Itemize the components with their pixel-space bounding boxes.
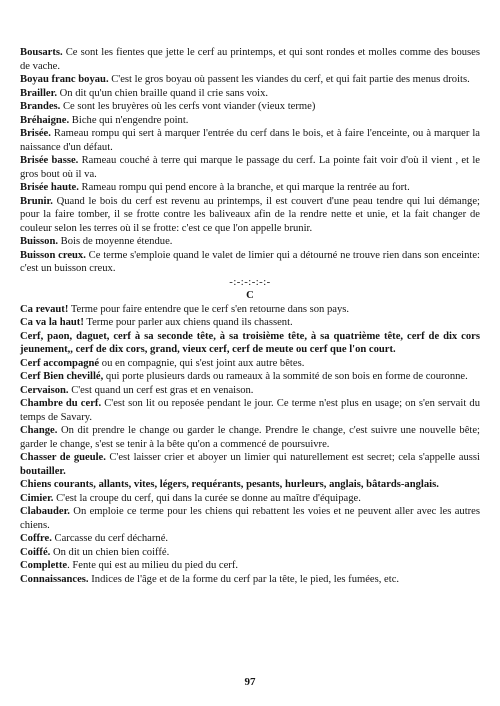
- entry-term: Ca va la haut!: [20, 317, 84, 328]
- entry-definition: Terme pour parler aux chiens quand ils chassent.: [83, 317, 293, 328]
- glossary-entry: [20, 384, 480, 398]
- glossary-entry: [20, 357, 480, 371]
- glossary-entry: [20, 249, 480, 276]
- section-letter-heading: C: [246, 290, 254, 301]
- entry-definition: Rameau rompu qui pend encore à la branche, et qui marque la rentrée au fort.: [78, 182, 410, 193]
- glossary-entry: [20, 559, 480, 573]
- entry-definition: Indices de l'âge et de la forme du cerf par la tête, le pied, les fumées, etc.: [88, 573, 400, 585]
- entry-definition: Ce sont les fientes que jette le cerf au printemps, et qui sont rondes et molles comme des bouses de vache.: [20, 47, 480, 72]
- glossary-entry: [20, 127, 480, 154]
- entry-term: Brisée haute.: [20, 182, 79, 193]
- glossary-entry: [20, 181, 480, 195]
- entry-term-secondary: boutailler.: [20, 465, 66, 477]
- entry-term: Bréhaigne.: [20, 114, 70, 126]
- glossary-entry: [20, 330, 480, 357]
- glossary-entry: [20, 370, 480, 384]
- entry-term: Brisée basse.: [20, 155, 79, 166]
- entry-term: Buisson.: [20, 236, 58, 247]
- entry-definition: qui porte plusieurs dards ou rameaux à la sommité de son bois en forme de couronne.: [103, 371, 468, 382]
- glossary-entry: [20, 303, 480, 317]
- entry-term: Ca revaut!: [20, 303, 69, 315]
- entry-definition: C'est laisser crier et aboyer un limier qui naturellement est secret; cela s'appelle aussi: [105, 452, 480, 463]
- glossary-entry: [20, 87, 480, 101]
- entry-definition: On dit qu'un chien braille quand il crie sans voix.: [56, 87, 269, 99]
- entry-definition: Ce terme s'emploie quand le valet de limier qui a détourné ne trouve rien dans son enceinte: c'est un buisson creux.: [20, 249, 480, 274]
- glossary-entry: [20, 424, 480, 451]
- entry-definition: Biche qui n'engendre point.: [69, 114, 189, 126]
- entry-term: Connaissances.: [20, 573, 89, 585]
- entry-definition: Rameau rompu qui sert à marquer l'entrée du cerf dans le bois, et à faire l'enceinte, ou à marquer la naissance d'un défaut.: [20, 128, 480, 153]
- entry-definition: C'est quand un cerf est gras et en venaison.: [68, 384, 254, 396]
- entry-term: Cimier.: [20, 492, 54, 504]
- glossary-entry: [20, 195, 480, 236]
- entry-term: Cerf, paon, daguet, cerf à sa seconde tête, à sa troisième tête, à sa quatrième tête, cerf de dix cors jeunement,, cerf de dix cors, grand, vieux cerf, cerf de meute ou cerf que l'on court.: [20, 330, 480, 355]
- entry-definition: Quand le bois du cerf est revenu au printemps, il est couvert d'une peau tendre qui lui démange; pour la faire tomber, il se frotte contre les baliveaux afin de la rendre nette et unie, et la fait changer de couleur selon les terres où il se frotte: c'est ce que l'on appelle brunir.: [20, 195, 480, 234]
- entry-definition: Ce sont les bruyères où les cerfs vont viander (vieux terme): [60, 101, 316, 112]
- entry-definition: C'est le gros boyau où passent les viandes du cerf, et qui fait partie des menus droits.: [108, 74, 470, 85]
- entry-definition: On emploie ce terme pour les chiens qui rebattent les voies et ne peuvent aller avec les autres chiens.: [20, 506, 480, 531]
- entry-definition: Bois de moyenne étendue.: [57, 236, 173, 247]
- entry-term: Coffre.: [20, 533, 52, 544]
- glossary-entry: [20, 73, 480, 87]
- entry-term: Brunir.: [20, 195, 53, 207]
- page-number: 97: [244, 676, 256, 688]
- entries-section-c: [20, 303, 480, 587]
- entry-term: Bousarts.: [20, 47, 63, 58]
- entry-definition: Terme pour faire entendre que le cerf s'en retourne dans son pays.: [68, 303, 350, 315]
- entry-term: Brandes.: [20, 101, 61, 112]
- glossary-entry: [20, 316, 480, 330]
- entry-definition: ou en compagnie, qui s'est joint aux autre bêtes.: [99, 357, 305, 369]
- entry-term: Boyau franc boyau.: [20, 74, 109, 85]
- entry-term: Brisée.: [20, 128, 51, 139]
- dictionary-page: [20, 46, 480, 586]
- glossary-entry: [20, 397, 480, 424]
- entry-term: Clabauder.: [20, 506, 70, 517]
- entries-section-b: [20, 46, 480, 276]
- glossary-entry: [20, 114, 480, 128]
- entry-term: Coiffé.: [20, 546, 51, 558]
- glossary-entry: [20, 478, 480, 492]
- entry-term: Cerf Bien chevillé,: [20, 371, 104, 382]
- entry-definition: C'est la croupe du cerf, qui dans la curée se donne au maître d'équipage.: [53, 492, 361, 504]
- entry-term: Cervaison.: [20, 384, 69, 396]
- glossary-entry: [20, 451, 480, 478]
- entry-term: Cerf accompagné: [20, 357, 100, 369]
- glossary-entry: [20, 546, 480, 560]
- glossary-entry: [20, 492, 480, 506]
- entry-definition: . Fente qui est au milieu du pied du cerf.: [67, 560, 239, 571]
- glossary-entry: [20, 235, 480, 249]
- entry-term: Complette: [20, 560, 68, 571]
- entry-definition: Carcasse du cerf décharné.: [51, 533, 169, 544]
- entry-definition: Rameau couché à terre qui marque le passage du cerf. La pointe fait voir d'où il vient , et le gros bout où il va.: [20, 155, 481, 180]
- glossary-entry: [20, 46, 480, 73]
- entry-term: Chambre du cerf.: [20, 398, 102, 409]
- entry-term: Chiens courants, allants, vites, légers, requérants, pesants, hurleurs, anglais, bâtards-anglais.: [20, 479, 439, 490]
- entry-term: Chasser de gueule.: [20, 452, 106, 463]
- glossary-entry: [20, 154, 480, 181]
- glossary-entry: [20, 505, 480, 532]
- entry-term: Brailler.: [20, 87, 57, 99]
- entry-term: Change.: [20, 425, 58, 436]
- glossary-entry: [20, 100, 480, 114]
- entry-term: Buisson creux.: [20, 249, 86, 261]
- entry-definition: On dit prendre le change ou garder le change. Prendre le change, c'est suivre une nouvelle bête; garder le change, s'est se tenir à la bête qu'on a commencé de poursuivre.: [20, 425, 480, 450]
- entry-definition: On dit un chien bien coiffé.: [50, 546, 170, 558]
- section-separator: -:-:-:-:-:-: [229, 276, 271, 288]
- glossary-entry: [20, 532, 480, 546]
- entry-definition: C'est son lit ou reposée pendant le jour. Ce terme n'est plus en usage; on s'en servait du temps de Savary.: [20, 398, 480, 423]
- glossary-entry: [20, 573, 480, 587]
